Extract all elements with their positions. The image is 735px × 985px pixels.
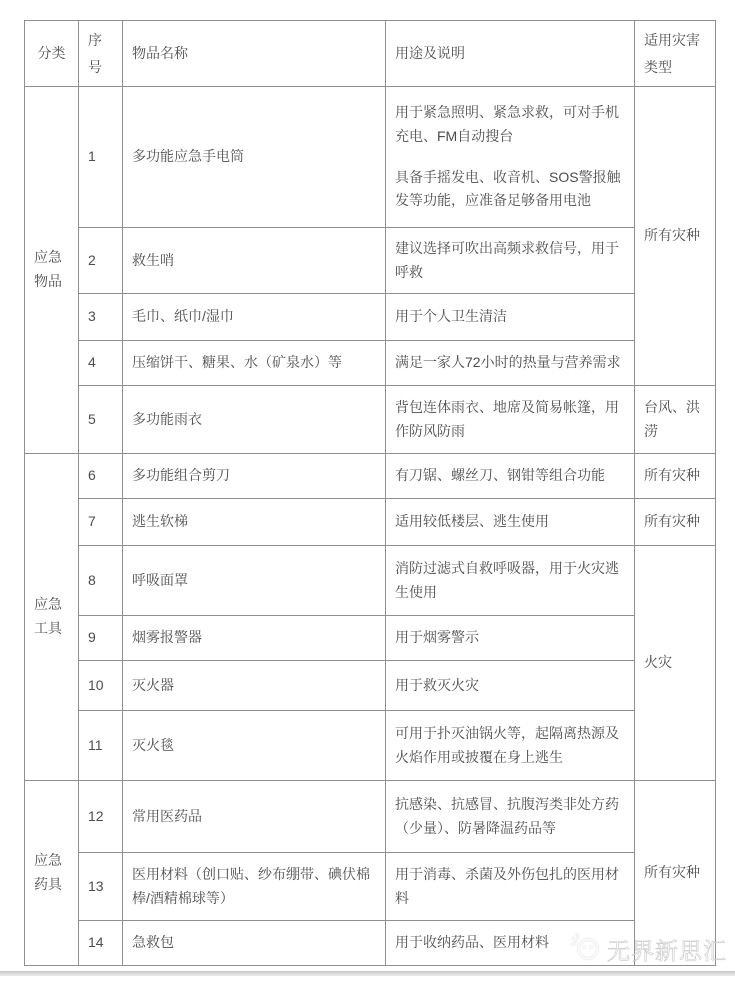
disaster-type-cell: 所有灾种	[635, 454, 716, 499]
item-number-cell: 12	[79, 781, 123, 853]
item-usage-cell	[386, 711, 635, 781]
table-row	[25, 781, 716, 853]
usage-paragraph: 具备手摇发电、收音机、SOS警报触发等功能，应准备足够备用电池	[395, 168, 621, 209]
item-name-cell: 医用材料（创口贴、纱布绷带、碘伏棉棒/酒精棉球等）	[123, 853, 386, 921]
usage-paragraph: 可用于扑灭油锅火等，起隔离热源及火焰作用或披覆在身上逃生	[395, 724, 619, 765]
item-number-cell: 4	[79, 341, 123, 386]
page-bottom-shadow	[0, 971, 735, 976]
usage-paragraph: 用于个人卫生清洁	[395, 308, 507, 325]
item-usage-cell	[386, 228, 635, 294]
column-header-usage: 用途及说明	[386, 21, 635, 87]
watermark-text: 无界新思汇	[607, 938, 727, 964]
item-number-cell: 6	[79, 454, 123, 499]
item-name-cell: 呼吸面罩	[123, 546, 386, 616]
item-number-cell: 10	[79, 661, 123, 711]
disaster-type-cell: 火灾	[635, 546, 716, 781]
item-name-cell: 救生哨	[123, 228, 386, 294]
item-name-cell: 多功能应急手电筒	[123, 87, 386, 228]
item-usage-cell	[386, 341, 635, 386]
usage-paragraph: 用于救灭火灾	[395, 676, 479, 693]
table-row	[25, 711, 716, 781]
usage-paragraph: 背包连体雨衣、地席及简易帐篷，用作防风防雨	[395, 398, 619, 439]
item-category-cell: 应急工具	[25, 454, 79, 781]
disaster-type-cell: 所有灾种	[635, 499, 716, 546]
table-row	[25, 661, 716, 711]
item-number-cell: 5	[79, 386, 123, 454]
item-usage-cell	[386, 661, 635, 711]
item-number-cell: 11	[79, 711, 123, 781]
item-number-cell: 1	[79, 87, 123, 228]
item-name-cell: 常用医药品	[123, 781, 386, 853]
item-category-cell: 应急药具	[25, 781, 79, 966]
usage-paragraph: 有刀锯、螺丝刀、钢钳等组合功能	[395, 467, 605, 484]
column-header-number: 序号	[79, 21, 123, 87]
table-header	[25, 21, 716, 87]
item-number-cell: 8	[79, 546, 123, 616]
usage-paragraph: 抗感染、抗感冒、抗腹泻类非处方药（少量）、防暑降温药品等	[395, 795, 619, 836]
item-usage-cell	[386, 454, 635, 499]
disaster-type-cell: 台风、洪涝	[635, 386, 716, 454]
table-row	[25, 546, 716, 616]
item-number-cell: 13	[79, 853, 123, 921]
table-row	[25, 341, 716, 386]
emergency-supplies-table	[24, 20, 716, 966]
usage-paragraph: 消防过滤式自救呼吸器，用于火灾逃生使用	[395, 559, 619, 600]
column-header-category: 分类	[25, 21, 79, 87]
usage-paragraph: 用于消毒、杀菌及外伤包扎的医用材料	[395, 865, 619, 906]
item-name-cell: 多功能组合剪刀	[123, 454, 386, 499]
item-usage-cell	[386, 921, 635, 966]
item-usage-cell	[386, 853, 635, 921]
usage-paragraph: 建议选择可吹出高频求救信号，用于呼救	[395, 239, 619, 280]
table-row	[25, 921, 716, 966]
item-name-cell: 毛巾、纸巾/湿巾	[123, 294, 386, 341]
item-name-cell: 灭火器	[123, 661, 386, 711]
item-name-cell: 急救包	[123, 921, 386, 966]
item-number-cell: 2	[79, 228, 123, 294]
item-number-cell: 9	[79, 616, 123, 661]
table-row	[25, 294, 716, 341]
item-usage-cell	[386, 386, 635, 454]
disaster-type-cell: 所有灾种	[635, 781, 716, 966]
usage-paragraph: 适用较低楼层、逃生使用	[395, 513, 549, 530]
disaster-type-cell: 所有灾种	[635, 87, 716, 386]
table-row	[25, 616, 716, 661]
column-header-item-name: 物品名称	[123, 21, 386, 87]
table-body	[25, 87, 716, 966]
table-row	[25, 87, 716, 228]
usage-paragraph: 用于收纳药品、医用材料	[395, 934, 549, 951]
item-number-cell: 7	[79, 499, 123, 546]
table-row	[25, 386, 716, 454]
item-name-cell: 逃生软梯	[123, 499, 386, 546]
item-name-cell: 灭火毯	[123, 711, 386, 781]
item-name-cell: 压缩饼干、糖果、水（矿泉水）等	[123, 341, 386, 386]
item-usage-cell	[386, 616, 635, 661]
item-name-cell: 烟雾报警器	[123, 616, 386, 661]
item-usage-cell	[386, 87, 635, 228]
header-row	[25, 21, 716, 87]
item-usage-cell	[386, 499, 635, 546]
item-usage-cell	[386, 294, 635, 341]
item-number-cell: 3	[79, 294, 123, 341]
table-row	[25, 499, 716, 546]
item-category-cell: 应急物品	[25, 87, 79, 454]
table-row	[25, 454, 716, 499]
item-usage-cell	[386, 546, 635, 616]
table-row	[25, 228, 716, 294]
item-usage-cell	[386, 781, 635, 853]
table-row	[25, 853, 716, 921]
item-name-cell: 多功能雨衣	[123, 386, 386, 454]
usage-paragraph: 用于紧急照明、紧急求救，可对手机充电、FM自动搜台	[395, 104, 619, 144]
usage-paragraph: 用于烟雾警示	[395, 629, 479, 646]
usage-paragraph: 满足一家人72小时的热量与营养需求	[395, 354, 621, 371]
item-number-cell: 14	[79, 921, 123, 966]
column-header-disaster-type: 适用灾害类型	[635, 21, 716, 87]
